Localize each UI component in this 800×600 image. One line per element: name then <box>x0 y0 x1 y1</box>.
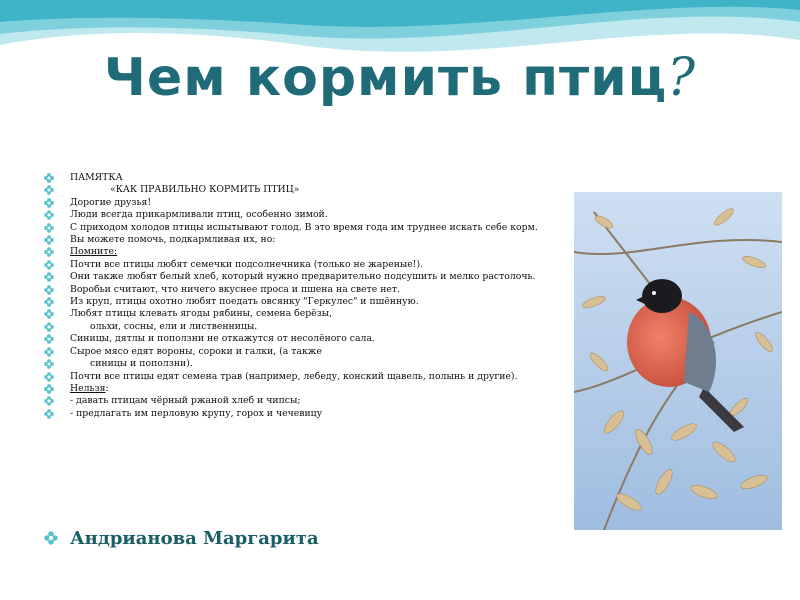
memo-list <box>44 172 544 420</box>
memo-line-text: Воробьи считают, что ничего вкуснее проса и пшена на свете нет. <box>70 283 401 295</box>
memo-line-text: Сырое мясо едят вороны, сороки и галки, (а также <box>70 345 322 357</box>
author-name: Андрианова Маргарита <box>70 528 319 549</box>
memo-line-text: Из круп, птицы охотно любят поедать овсянку "Геркулес" и пшённую. <box>70 296 419 308</box>
flower-bullet-icon <box>44 272 54 282</box>
memo-line-text: Любят птицы клевать ягоды рябины, семена берёзы, <box>70 308 333 320</box>
memo-line <box>44 184 544 196</box>
memo-line-text: Вы можете помочь, подкармливая их, но: <box>70 234 276 246</box>
flower-bullet-icon <box>44 297 54 307</box>
title-question-mark: ? <box>667 48 697 108</box>
flower-bullet-icon <box>44 285 54 295</box>
flower-bullet-icon <box>44 223 54 233</box>
flower-bullet-icon <box>44 173 54 183</box>
memo-line <box>44 308 544 320</box>
memo-line <box>44 395 544 407</box>
memo-line-text: Помните: <box>70 246 118 258</box>
memo-line <box>44 234 544 246</box>
flower-bullet-icon <box>44 309 54 319</box>
memo-line-text: «КАК ПРАВИЛЬНО КОРМИТЬ ПТИЦ» <box>110 184 300 196</box>
memo-line <box>44 246 544 258</box>
bullfinch-photo <box>574 192 782 530</box>
memo-line <box>44 209 544 221</box>
memo-line-text: Почти все птицы едят семена трав (например, лебеду, конский щавель, полынь и другие). <box>70 370 518 382</box>
memo-line <box>44 408 544 420</box>
memo-line <box>44 371 544 383</box>
page-title <box>0 48 800 108</box>
title-text: Чем кормить птиц <box>103 48 668 108</box>
flower-bullet-icon <box>44 409 54 419</box>
flower-bullet-icon <box>44 384 54 394</box>
memo-line <box>44 383 544 395</box>
flower-bullet-icon <box>44 322 54 332</box>
memo-line-text: ПАМЯТКА <box>70 172 123 183</box>
flower-bullet-icon <box>44 359 54 369</box>
memo-line <box>44 197 544 209</box>
memo-line <box>44 346 544 358</box>
flower-bullet-icon <box>44 247 54 257</box>
flower-bullet-icon <box>44 347 54 357</box>
memo-line-suffix: : <box>105 382 109 394</box>
memo-line-text: Люди всегда прикармливали птиц, особенно зимой. <box>70 209 328 221</box>
flower-bullet-icon <box>44 531 58 545</box>
memo-line-text: Они также любят белый хлеб, который нужно предварительно подсушить и мелко растолочь. <box>70 271 536 283</box>
memo-line-text: синицы и поползни). <box>90 358 193 370</box>
memo-line <box>44 358 544 370</box>
flower-bullet-icon <box>44 372 54 382</box>
flower-bullet-icon <box>44 260 54 270</box>
memo-line-text: Синицы, дятлы и поползни не откажутся от несолёного сала. <box>70 333 375 345</box>
memo-line-text: Почти все птицы любят семечки подсолнечника (только не жареные!). <box>70 258 424 270</box>
author-line <box>44 528 319 549</box>
flower-bullet-icon <box>44 235 54 245</box>
flower-bullet-icon <box>44 210 54 220</box>
memo-line <box>44 172 544 184</box>
memo-line-text: С приходом холодов птицы испытывают голод. В это время года им труднее искать себе корм. <box>70 221 538 233</box>
flower-bullet-icon <box>44 396 54 406</box>
flower-bullet-icon <box>44 334 54 344</box>
memo-line-text: Дорогие друзья! <box>70 196 152 208</box>
memo-line <box>44 321 544 333</box>
flower-bullet-icon <box>44 185 54 195</box>
memo-line <box>44 284 544 296</box>
memo-line <box>44 296 544 308</box>
flower-bullet-icon <box>44 198 54 208</box>
memo-line-text: Нельзя <box>70 382 106 394</box>
memo-line-text: - предлагать им перловую крупу, горох и чечевицу <box>70 407 323 419</box>
memo-line <box>44 271 544 283</box>
memo-line <box>44 222 544 234</box>
memo-line <box>44 259 544 271</box>
memo-line-text: ольхи, сосны, ели и лиственницы. <box>90 320 258 332</box>
memo-line <box>44 333 544 345</box>
memo-line-text: - давать птицам чёрный ржаной хлеб и чипсы; <box>70 395 301 407</box>
